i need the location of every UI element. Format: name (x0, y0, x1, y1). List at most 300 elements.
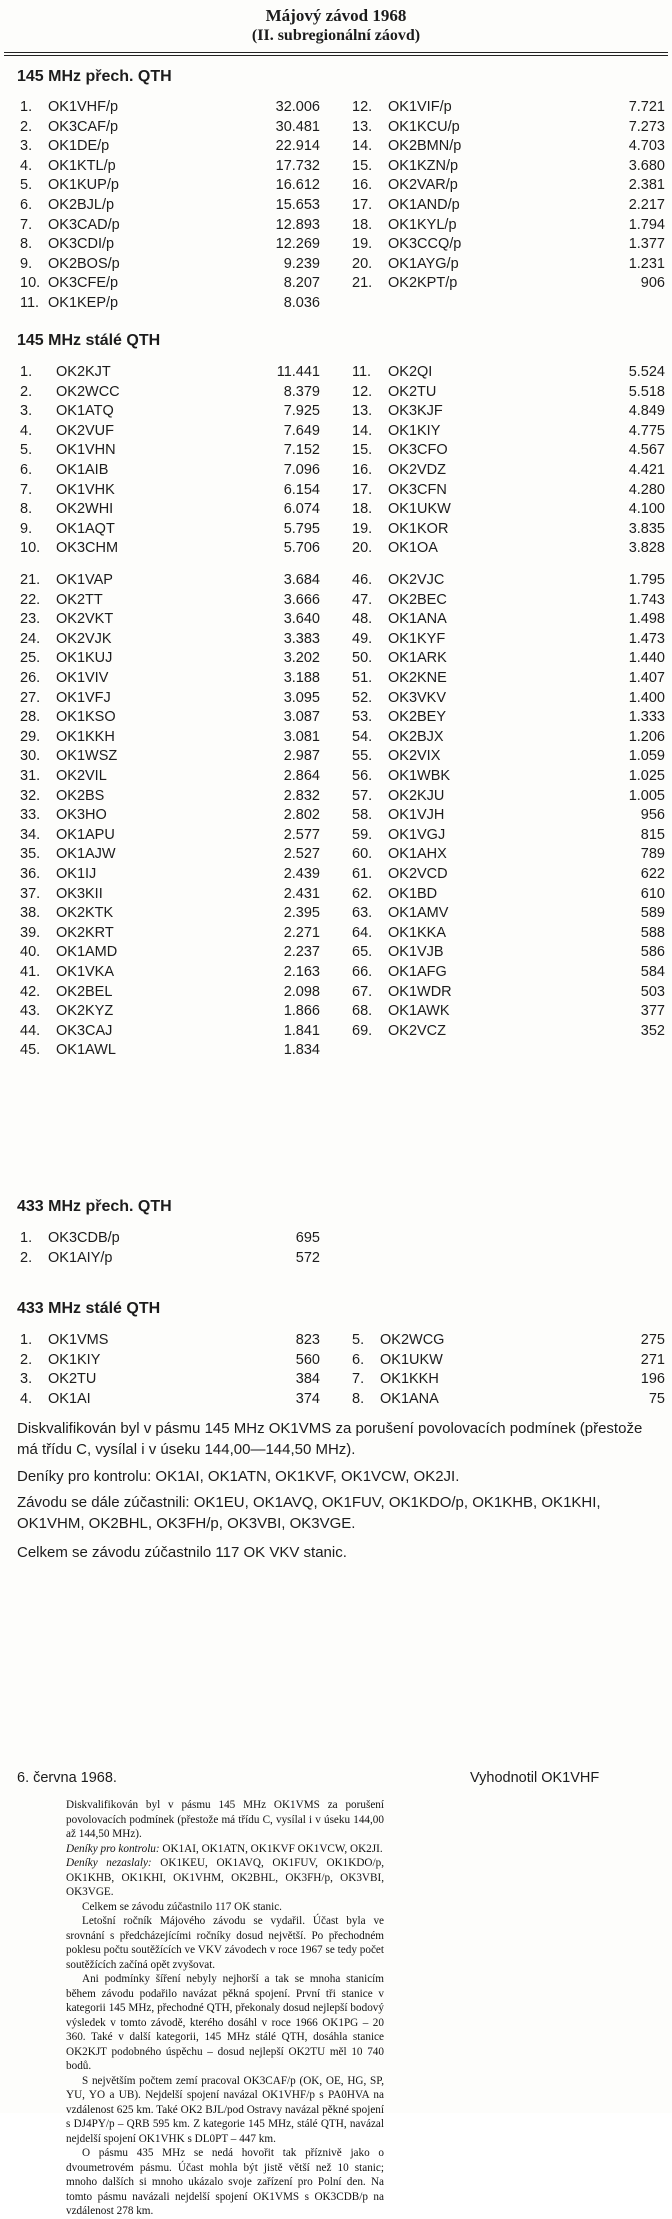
result-row (352, 590, 665, 610)
result-row (20, 707, 320, 727)
rank: 16. (352, 462, 373, 478)
callsign: OK1OA (388, 540, 438, 557)
callsign: OK2KYZ (56, 1003, 114, 1020)
rank: 6. (20, 462, 33, 478)
score: 1.206 (628, 728, 665, 745)
score: 2.832 (283, 787, 320, 804)
result-row (20, 1350, 320, 1370)
rank: 53. (352, 709, 373, 726)
rank: 61. (352, 866, 373, 882)
rank: 3. (20, 403, 33, 420)
score: 1.498 (628, 611, 665, 628)
result-row (352, 215, 665, 235)
score: 1.473 (628, 630, 665, 647)
rank: 40. (20, 944, 41, 961)
callsign: OK1VHN (56, 442, 116, 459)
callsign: OK1VIF/p (388, 99, 452, 115)
rank: 43. (20, 1003, 41, 1020)
rank: 51. (352, 670, 373, 686)
score: 2.271 (283, 924, 320, 941)
rank: 19. (352, 520, 373, 537)
note-paragraph: Závodu se dále zúčastnili: OK1EU, OK1AVQ, OK1FUV, OK1KDO/p, OK1KHB, OK1KHI, OK1VHM, OK2BHL, OK3FH/p, OK3VBI, OK3VGE. (17, 1494, 601, 1532)
rank: 10. (20, 275, 41, 292)
result-row (20, 499, 320, 519)
result-row (20, 273, 320, 293)
rank: 36. (20, 866, 41, 882)
result-row (20, 460, 320, 480)
callsign: OK2VCZ (388, 1022, 447, 1039)
result-row (352, 766, 665, 786)
score: 503 (640, 983, 665, 1000)
article-paragraph: O pásmu 435 MHz se nedá hovořit tak příznivě jako o dvoumetrovém pásmu. Účast mohla být jistě větší než 10 stanic; mnoho dalších si mnoho ukázalo svoje zařízení pro Polní den. Na tomto pásmu navázali nejdelší spojení OK1VMS s OK3CDB/p na vzdálenost 278 km. (66, 2147, 384, 2217)
rank: 57. (352, 787, 373, 804)
score: 8.036 (283, 295, 320, 311)
rank: 52. (352, 689, 373, 706)
result-row (20, 254, 320, 274)
score: 1.333 (628, 709, 665, 726)
rank: 18. (352, 501, 373, 518)
rank: 4. (20, 157, 33, 174)
score: 695 (295, 1230, 320, 1246)
score: 2.381 (628, 177, 665, 194)
callsign: OK2VIL (56, 768, 107, 784)
callsign: OK1AIB (56, 462, 109, 478)
score: 823 (295, 1332, 320, 1348)
score: 4.703 (628, 138, 665, 155)
callsign: OK1KKH (56, 728, 115, 745)
rank: 45. (20, 1042, 41, 1059)
score: 17.732 (275, 157, 320, 174)
result-row (20, 421, 320, 441)
result-row (352, 903, 665, 923)
callsign: OK1APU (56, 826, 115, 843)
score: 4.421 (628, 462, 665, 478)
result-row (20, 1021, 320, 1041)
score: 3.680 (628, 157, 665, 174)
score: 4.567 (628, 442, 665, 459)
article-paragraph: Deníky nezaslaly: OK1KEU, OK1AVQ, OK1FUV, OK1KDO/p, OK1KHB, OK1KHI, OK1VHM, OK2BHL, OK3FH/p, OK3VBI, OK3VGE. (66, 1857, 385, 1898)
callsign: OK1VAP (56, 572, 113, 588)
callsign: OK2BJL/p (48, 197, 115, 213)
score: 4.280 (628, 481, 665, 498)
result-row (20, 590, 320, 610)
page-subtitle: (II. subregionální záovd) (251, 27, 421, 44)
score: 7.721 (628, 99, 665, 115)
result-row (352, 421, 665, 441)
rank: 6. (352, 1351, 365, 1368)
callsign: OK1AWK (388, 1003, 450, 1020)
result-row (20, 570, 320, 590)
callsign: OK2KJU (388, 787, 445, 804)
rank: 30. (20, 748, 41, 765)
score: 8.379 (283, 383, 320, 400)
rank: 33. (20, 807, 41, 824)
result-row (352, 117, 665, 137)
score: 75 (648, 1390, 665, 1407)
callsign: OK1VFJ (56, 689, 111, 706)
score: 377 (640, 1003, 665, 1020)
score: 610 (640, 885, 665, 902)
rank: 20. (352, 540, 373, 557)
callsign: OK1KUJ (56, 650, 113, 667)
result-row (352, 727, 665, 747)
callsign: OK1VMS (48, 1332, 109, 1348)
note-paragraph: Deníky pro kontrolu: OK1AI, OK1ATN, OK1KVF, OK1VCW, OK2JI. (17, 1468, 460, 1485)
rank: 16. (352, 177, 373, 194)
note-paragraph: Diskvalifikován byl v pásmu 145 MHz OK1VMS za porušení povolovacích podmínek (přestože má třídu C, vysílal i v úseku 144,00—144,50 MHz). (17, 1420, 643, 1458)
rank: 8. (20, 501, 33, 518)
score: 5.518 (628, 383, 665, 400)
callsign: OK1ARK (388, 650, 447, 667)
result-row (352, 234, 665, 254)
result-row (352, 460, 665, 480)
callsign: OK1KYL/p (388, 216, 457, 233)
result-row (352, 570, 665, 590)
score: 15.653 (275, 197, 320, 213)
result-row (20, 609, 320, 629)
callsign: OK2BEC (388, 591, 447, 608)
score: 2.802 (283, 807, 320, 824)
rank: 12. (352, 383, 373, 400)
rank: 17. (352, 197, 373, 213)
result-row (20, 1228, 320, 1248)
callsign: OK1VJB (388, 944, 444, 961)
score: 2.395 (283, 905, 320, 922)
callsign: OK1AND/p (388, 197, 460, 213)
score: 1.834 (283, 1042, 320, 1059)
callsign: OK1KTL/p (48, 157, 116, 174)
callsign: OK1KKA (388, 924, 447, 941)
rank: 8. (20, 236, 33, 253)
section-heading: 433 MHz přech. QTH (17, 1198, 172, 1215)
score: 2.163 (283, 964, 320, 980)
score: 1.743 (628, 591, 665, 608)
result-row (352, 648, 665, 668)
article (66, 1798, 384, 2219)
callsign: OK3CAF/p (48, 118, 119, 135)
rank: 13. (352, 118, 373, 135)
callsign: OK2BEL (56, 983, 113, 1000)
rank: 68. (352, 1003, 373, 1020)
callsign: OK1KIY (48, 1351, 101, 1368)
rank: 14. (352, 422, 373, 439)
score: 30.481 (275, 118, 320, 135)
result-row (20, 1330, 320, 1350)
rank: 2. (20, 383, 33, 400)
result-row (20, 156, 320, 176)
score: 3.684 (283, 572, 320, 588)
result-row (20, 215, 320, 235)
result-row (352, 629, 665, 649)
score: 3.666 (283, 591, 320, 608)
rank: 1. (20, 1332, 33, 1348)
callsign: OK1WDR (388, 983, 452, 1000)
callsign: OK1VHK (56, 481, 115, 498)
score: 7.096 (283, 462, 320, 478)
result-row (20, 1389, 320, 1409)
rank: 12. (352, 99, 373, 115)
score: 3.383 (283, 630, 320, 647)
rank: 56. (352, 768, 373, 784)
result-row (20, 629, 320, 649)
score: 956 (640, 807, 665, 824)
score: 1.377 (628, 236, 665, 253)
callsign: OK1KEP/p (48, 295, 119, 311)
result-row (352, 195, 665, 215)
callsign: OK3CAD/p (48, 216, 120, 233)
score: 4.100 (628, 501, 665, 518)
callsign: OK1ANA (388, 611, 447, 628)
result-row (352, 1389, 665, 1409)
result-row (20, 362, 320, 382)
article-paragraph: Deníky pro kontrolu: OK1AI, OK1ATN, OK1KVF OK1VCW, OK2JI. (66, 1842, 383, 1855)
score: 271 (640, 1351, 665, 1368)
rank: 4. (20, 422, 33, 439)
score: 1.025 (628, 768, 665, 784)
result-row (352, 668, 665, 688)
callsign: OK2KTK (56, 905, 114, 922)
callsign: OK1WSZ (56, 748, 118, 765)
result-row (20, 175, 320, 195)
rank: 38. (20, 905, 41, 922)
result-row (352, 273, 665, 293)
top-rule-double (4, 55, 668, 56)
callsign: OK1ANA (380, 1390, 439, 1407)
callsign: OK3CHM (56, 540, 119, 557)
callsign: OK2VJC (388, 572, 445, 588)
callsign: OK1KOR (388, 520, 449, 537)
callsign: OK1WBK (388, 768, 451, 784)
rank: 37. (20, 885, 41, 902)
rank: 4. (20, 1390, 33, 1407)
score: 7.925 (283, 403, 320, 420)
score: 7.152 (283, 442, 320, 459)
score: 12.893 (275, 216, 320, 233)
result-row (20, 766, 320, 786)
result-row (352, 480, 665, 500)
rank: 5. (20, 442, 33, 459)
score: 789 (640, 846, 665, 863)
callsign: OK1AWL (56, 1042, 116, 1059)
score: 12.269 (275, 236, 320, 253)
score: 1.866 (283, 1003, 320, 1020)
result-row (352, 786, 665, 806)
callsign: OK2KPT/p (388, 275, 458, 292)
callsign: OK1KCU/p (388, 118, 460, 135)
callsign: OK2BJX (388, 728, 444, 745)
score: 9.239 (283, 255, 320, 272)
result-row (352, 156, 665, 176)
callsign: OK2VIX (388, 748, 441, 765)
score: 384 (295, 1371, 320, 1388)
rank: 55. (352, 748, 373, 765)
rank: 11. (352, 364, 372, 380)
rank: 1. (20, 1230, 33, 1246)
score: 2.864 (283, 768, 320, 784)
result-row (352, 538, 665, 558)
score: 11.441 (276, 364, 320, 380)
result-row (352, 1330, 665, 1350)
callsign: OK3CAJ (56, 1022, 113, 1039)
score: 815 (640, 826, 665, 843)
rank: 8. (352, 1390, 365, 1407)
result-row (352, 440, 665, 460)
callsign: OK1AI (48, 1390, 91, 1407)
score: 2.237 (283, 944, 320, 961)
callsign: OK2VAR/p (388, 177, 458, 194)
rank: 22. (20, 591, 41, 608)
result-row (20, 519, 320, 539)
rank: 49. (352, 630, 373, 647)
article-paragraph: Ani podmínky šíření nebyly nejhorší a tak se mnoha stanicím během závodu podařilo navázat pěkná spojení. První tři stanice v kategorii 145 MHz, přechodné QTH, překonaly dosud nejlepší bodový výsledek v tomto závodě, kterého dosáhl v roce 1966 OK1PG – 20 360. Také v další kategorii, 145 MHz stálé QTH, dosáhla stanice OK2KJT podobného úspěchu – dosud nejlepší OK2TU měl 10 740 bodů. (66, 1973, 384, 2072)
rank: 64. (352, 924, 373, 941)
result-row (20, 942, 320, 962)
result-row (352, 97, 665, 117)
rank: 50. (352, 650, 373, 667)
rank: 20. (352, 255, 373, 272)
callsign: OK2BMN/p (388, 138, 462, 155)
rank: 58. (352, 807, 373, 824)
rank: 59. (352, 826, 373, 843)
callsign: OK1AIY/p (48, 1249, 113, 1266)
date: 6. června 1968. (17, 1770, 117, 1786)
result-row (352, 884, 665, 904)
score: 2.439 (283, 866, 320, 882)
score: 7.273 (628, 118, 665, 135)
score: 1.407 (628, 670, 665, 686)
rank: 63. (352, 905, 373, 922)
score: 2.987 (283, 748, 320, 765)
result-row (20, 648, 320, 668)
rank: 15. (352, 442, 373, 459)
rank: 47. (352, 591, 373, 608)
score: 8.207 (283, 275, 320, 292)
callsign: OK2BEY (388, 709, 447, 726)
result-row (352, 844, 665, 864)
score: 906 (640, 275, 665, 292)
rank: 24. (20, 630, 41, 647)
score: 1.440 (628, 650, 665, 667)
result-row (20, 864, 320, 884)
result-row (352, 1001, 665, 1021)
score: 275 (640, 1332, 665, 1348)
callsign: OK1VKA (56, 964, 115, 980)
rank: 17. (352, 481, 373, 498)
callsign: OK3CFO (388, 442, 448, 459)
rank: 9. (20, 520, 33, 537)
result-row (20, 195, 320, 215)
score: 2.098 (283, 983, 320, 1000)
rank: 62. (352, 885, 373, 902)
rank: 48. (352, 611, 373, 628)
score: 588 (640, 924, 665, 941)
rank: 5. (20, 177, 33, 194)
callsign: OK3CDB/p (48, 1230, 120, 1246)
callsign: OK2QI (388, 364, 433, 380)
rank: 1. (20, 364, 33, 380)
rank: 13. (352, 403, 373, 420)
score: 1.794 (628, 216, 665, 233)
score: 4.849 (628, 403, 665, 420)
callsign: OK1AMD (56, 944, 118, 961)
result-row (352, 499, 665, 519)
callsign: OK1AQT (56, 520, 115, 537)
rank: 32. (20, 787, 41, 804)
callsign: OK1VJH (388, 807, 445, 824)
rank: 18. (352, 216, 373, 233)
score: 1.005 (628, 787, 665, 804)
callsign: OK1VGJ (388, 826, 446, 843)
rank: 44. (20, 1022, 41, 1039)
callsign: OK2TT (56, 591, 103, 608)
rank: 15. (352, 157, 373, 174)
result-row (352, 382, 665, 402)
section-heading: 433 MHz stálé QTH (17, 1300, 161, 1317)
page-title: Májový závod 1968 (265, 6, 407, 25)
callsign: OK2KNE (388, 670, 447, 686)
score: 1.059 (628, 748, 665, 765)
result-row (352, 825, 665, 845)
score: 3.095 (283, 689, 320, 706)
score: 5.795 (283, 520, 320, 537)
rank: 35. (20, 846, 41, 863)
callsign: OK1AHX (388, 846, 447, 863)
rank: 67. (352, 983, 373, 1000)
rank: 31. (20, 768, 41, 784)
rank: 69. (352, 1022, 373, 1039)
rank: 7. (20, 481, 33, 498)
rank: 29. (20, 728, 41, 745)
callsign: OK3HO (56, 807, 107, 824)
result-row (352, 362, 665, 382)
rank: 65. (352, 944, 373, 961)
result-row (352, 707, 665, 727)
score: 352 (640, 1022, 665, 1039)
score: 6.074 (283, 501, 320, 518)
result-row (352, 401, 665, 421)
result-row (20, 1001, 320, 1021)
callsign: OK1IJ (56, 866, 97, 882)
callsign: OK1KIY (388, 422, 441, 439)
score: 584 (640, 964, 665, 980)
callsign: OK3KII (56, 885, 103, 902)
score: 374 (295, 1390, 320, 1407)
result-row (352, 942, 665, 962)
score: 4.775 (628, 422, 665, 439)
score: 3.202 (283, 650, 320, 667)
result-row (20, 136, 320, 156)
score: 5.706 (283, 540, 320, 557)
result-row (352, 609, 665, 629)
score: 3.087 (283, 709, 320, 726)
callsign: OK1AFG (388, 964, 447, 980)
callsign: OK3CFE/p (48, 275, 119, 292)
callsign: OK1KUP/p (48, 177, 119, 194)
score: 1.231 (628, 255, 665, 272)
callsign: OK1AJW (56, 846, 116, 863)
result-row (352, 864, 665, 884)
rank: 42. (20, 983, 41, 1000)
rank: 34. (20, 826, 41, 843)
score: 1.795 (628, 572, 665, 588)
callsign: OK2VKT (56, 611, 114, 628)
result-row (20, 982, 320, 1002)
result-row (20, 401, 320, 421)
result-row (20, 117, 320, 137)
callsign: OK1KKH (380, 1371, 439, 1388)
score: 3.640 (283, 611, 320, 628)
score: 7.649 (283, 422, 320, 439)
